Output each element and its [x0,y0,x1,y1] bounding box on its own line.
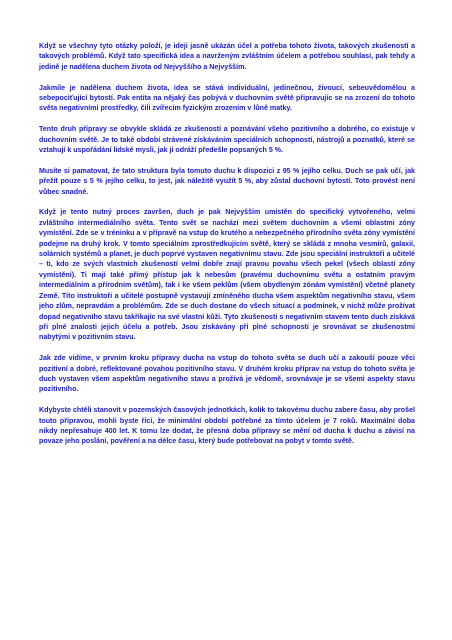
paragraph-2: Jakmile je nadělena duchem života, idea se stává individuální, jedinečnou, živoucí, sebeuvědomělou a sebepociťující bytostí. Pak entita na nějaký čas pobývá v duchovním světě připravujíc se na zrození do tohoto světa negativními prostředky, čili zvířecím fyzickým zrozením v lůně matky. [39,83,415,113]
document-page [39,41,415,457]
paragraph-3: Tento druh přípravy se obvykle skládá ze zkušeností a poznávání všeho pozitivního a dobrého, co existuje v duchovním světě. Je to také období strávené získáváním speciálních schopností, nástrojů a poznatků, které se vztahují k uspořádání lidské mysli, jak ji odráží předešle popsaných 5 %. [39,125,415,155]
paragraph-7: Kdybyste chtěli stanovit v pozemských časových jednotkách, kolik to takovému duchu zabere času, aby prošel touto přípravou, mohli byste říci, že minimální období potřebné za tímto účelem je 7 roků. Maximální doba nikdy nepřesahuje 400 let. K tomu lze dodat, že přesná doba přípravy se mění od ducha k duchu a závisí na povaze jeho poslání, pověření a na délce času, který bude potřebovat na pobyt v tomto světě. [39,406,415,446]
paragraph-5: Když je tento nutný proces završen, duch je pak Nejvyšším umístěn do specifický vytvořeného, velmi zvláštního intermediálního světa. Tento svět se nachází mezi světem duchovním a všemi oblastmi zóny vymístění. Zde se v tréninku a v přípravě na vstup do krutého a nebezpečného přírodního světa zóny vymístění podejme na druhý krok. V tomto speciálním zprostředkujícím světě, který se skládá z mnoha vesmírů, galaxií, solárních systémů a planet, je duch poprvé vystaven negativnímu stavu. Zde jsou speciální instruktoři a učitelé – ti, kdo ze svých vlastních zkušeností velmi dobře znají pravou povahu všech pekel (všech oblastí zóny vymístění). Ti mají také přímý přístup jak k nebesům (pravému duchovnímu světu a ostatním pravým intermediálním a přírodním světům), tak i ke všem peklům (všem obydleným zónám vymístění) včetně planety Země. Tito instruktoři a učitelé postupně vystavují zmíněného ducha všem aspektům negativního stavu, všem jeho zlům, nepravdám a problémům. Zde se duch dostane do všech situací a podmínek, v nichž může prožívat dopad negativního stavu takřikajíc na své vlastní kůži. Tyto zkušenosti s negativním stavem tento duch získává při plné znalosti jejich účelu a potřeb. Jsou získávány při plné schopnosti je srovnávat se zkušenostmi nabytými v pozitivním stavu. [39,208,415,342]
paragraph-6: Jak zde vidíme, v prvním kroku přípravy ducha na vstup do tohoto světa se duch učí a zakouší pouze věci pozitivní a dobré, reflektované povahou pozitivního stavu. V druhém kroku příprav na vstup do tohoto světa je duch vystaven všem aspektům negativního stavu a prožívá je vědomě, srovnávaje je se všemi aspekty stavu pozitivního. [39,354,415,394]
paragraph-4: Musíte si pamatovat, že tato struktura byla tomuto duchu k dispozici z 95 % jejího celku. Duch se pak učí, jak přežít pouze s 5 % jejího celku, to jest, jak náležitě využít 5 %, aby zůstal duchovní bytostí. Toto provést není vůbec snadné. [39,166,415,196]
paragraph-1: Když se všechny tyto otázky položí, je ideji jasně ukázán účel a potřeba tohoto života, takových zkušeností a takových problémů. Když tato specifická idea a navrženým zvláštním účelem a potřebou souhlasí, pak tehdy a jedině je nadělena duchem života od Nejvyššího a Nejvyšším. [39,42,415,71]
